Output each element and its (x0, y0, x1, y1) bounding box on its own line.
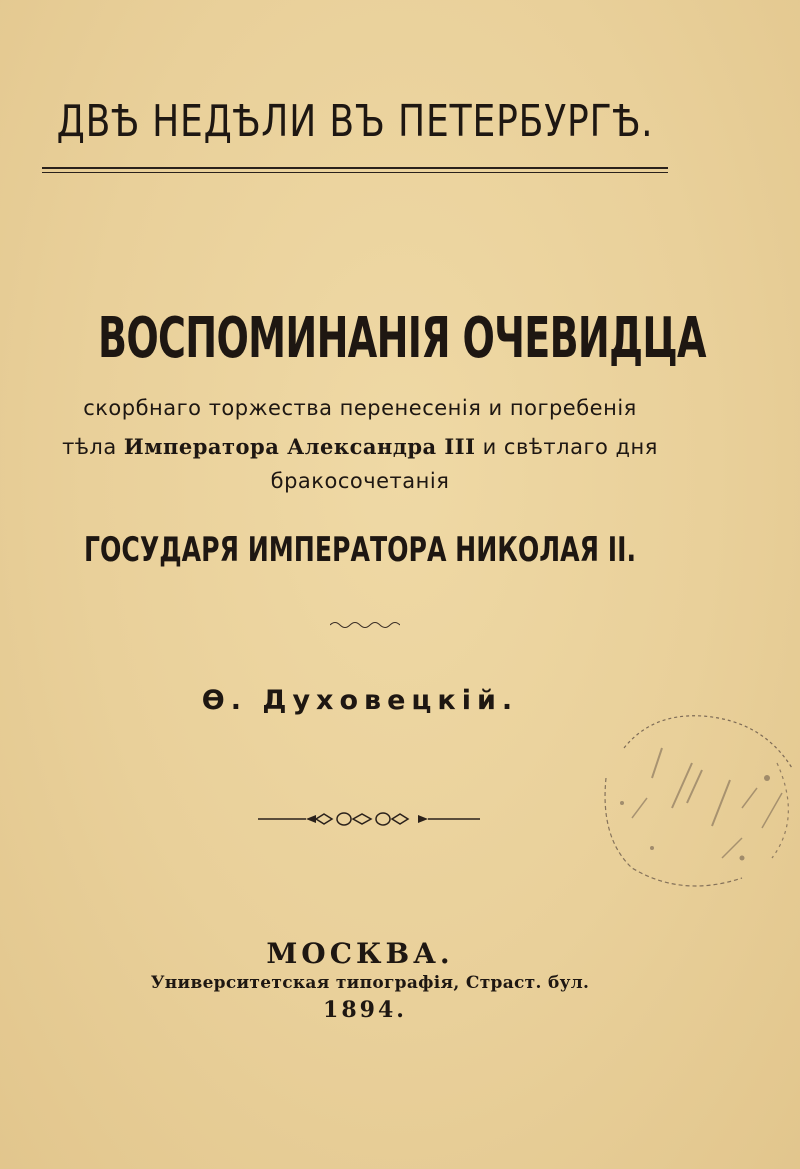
subtitle-line-1: скорбнаго торжества перенесенія и погребенія (83, 396, 637, 420)
sovereign-line: ГОСУДАРЯ ИМПЕРАТОРА НИКОЛАЯ II. (83, 530, 637, 570)
divider-ornament-icon (258, 808, 480, 830)
publication-year: 1894. (323, 997, 407, 1023)
author-name: Ѳ. Духовецкій. (201, 685, 519, 716)
subtitle-emperor-name: Императора Александра III (123, 434, 476, 459)
subtitle-line-2-start: тѣла (62, 435, 124, 459)
squiggle-ornament-icon (330, 620, 400, 630)
printer-imprint: Университетская типографія, Страст. бул. (150, 973, 590, 993)
subtitle-line-2 (0, 434, 760, 459)
header-rule-thick (42, 167, 668, 169)
main-title: ВОСПОМИНАНІЯ ОЧЕВИДЦА (98, 306, 706, 371)
library-stamp-icon (592, 708, 800, 894)
subtitle-line-3: бракосочетанія (270, 469, 450, 493)
subtitle-line-2-end: и свѣтлаго дня (475, 435, 658, 459)
header-rule-thin (42, 172, 668, 173)
city-name: МОСКВА. (266, 937, 454, 970)
series-title: ДВѢ НЕДѢЛИ ВЪ ПЕТЕРБУРГѢ. (56, 96, 654, 147)
